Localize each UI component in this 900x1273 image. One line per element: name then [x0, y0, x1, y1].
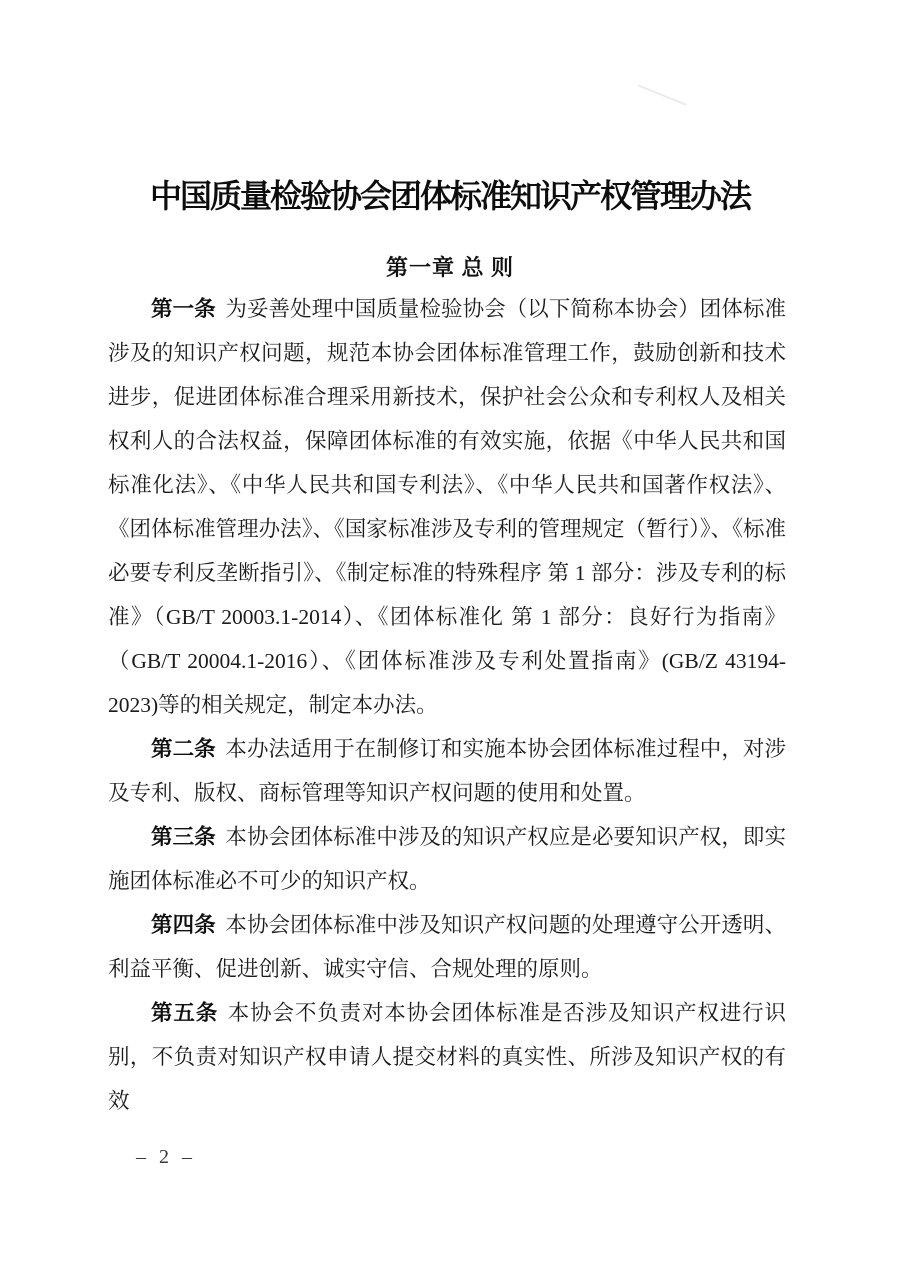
page-number: – 2 –: [136, 1146, 196, 1168]
article-number: 第一条: [151, 297, 216, 321]
scan-artifact: [638, 84, 687, 105]
article-text: 本协会团体标准中涉及知识产权问题的处理遵守公开透明、利益平衡、促进创新、诚实守信、合规处理的原则。: [108, 913, 786, 981]
document-title: 中国质量检验协会团体标准知识产权管理办法: [149, 178, 750, 215]
article-paragraph: [108, 727, 786, 815]
article-number: 第四条: [151, 913, 216, 937]
article-text: 为妥善处理中国质量检验协会（以下简称本协会）团体标准涉及的知识产权问题，规范本协会团体标准管理工作，鼓励创新和技术进步，促进团体标准合理采用新技术，保护社会公众和专利权人及相关权利人的合法权益，保障团体标准的有效实施，依据《中华人民共和国标准化法》、《中华人民共和国专利法》、《中华人民共和国著作权法》、《团体标准管理办法》、《国家标准涉及专利的管理规定（暂行）》、《标准必要专利反垄断指引》、《制定标准的特殊程序 第 1 部分：涉及专利的标准》（GB/T 20003.1-2014）、《团体标准化 第 1 部分：良好行为指南》（GB/T 20004.1-2016）、《团体标准涉及专利处置指南》(GB/Z 43194-2023)等的相关规定，制定本办法。: [108, 297, 786, 717]
article-paragraph: [108, 991, 786, 1123]
article-number: 第五条: [151, 1001, 219, 1025]
article-paragraph: [108, 903, 786, 991]
article-text: 本协会不负责对本协会团体标准是否涉及知识产权进行识别，不负责对知识产权申请人提交材料的真实性、所涉及知识产权的有效: [108, 1001, 786, 1113]
document-body: [108, 287, 786, 1123]
article-number: 第三条: [151, 825, 216, 849]
chapter-heading: 第一章 总 则: [385, 255, 514, 281]
article-number: 第二条: [151, 737, 216, 761]
article-text: 本协会团体标准中涉及的知识产权应是必要知识产权，即实施团体标准必不可少的知识产权。: [108, 825, 786, 893]
article-paragraph: [108, 815, 786, 903]
article-text: 本办法适用于在制修订和实施本协会团体标准过程中，对涉及专利、版权、商标管理等知识产权问题的使用和处置。: [108, 737, 786, 805]
article-paragraph: [108, 287, 786, 727]
